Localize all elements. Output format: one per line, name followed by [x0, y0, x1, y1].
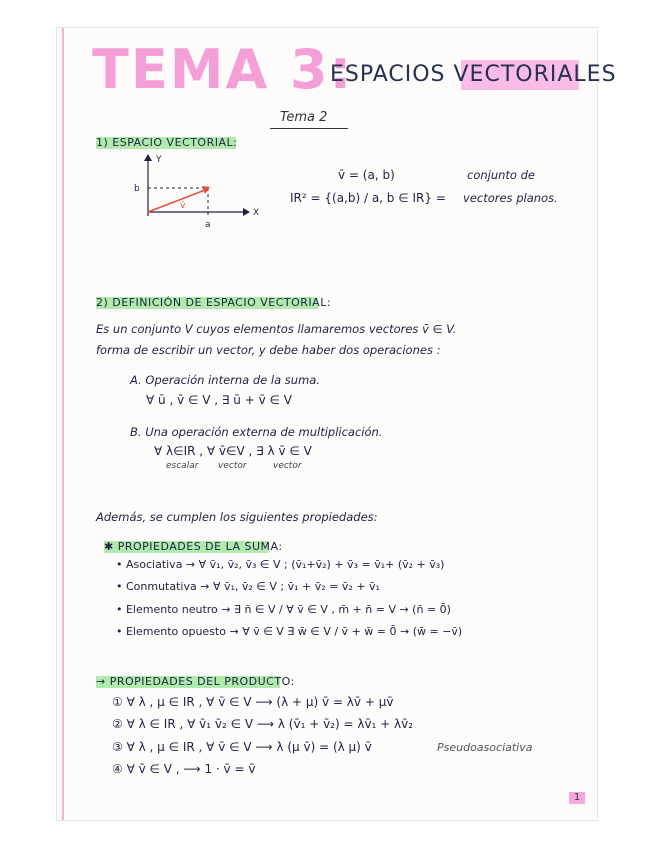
under-vector-2: vector	[273, 461, 302, 471]
section1-heading: 1) ESPACIO VECTORIAL:	[96, 136, 238, 149]
operation-a-label: A. Operación interna de la suma.	[130, 373, 320, 387]
producto-item-1: ① ∀ λ , μ ∈ IR , ∀ v̄ ∈ V ⟶ (λ + μ) v̄ = λv̄ + μv̄	[112, 695, 394, 709]
subtitle-part-b: TORIALES	[500, 62, 617, 87]
eq-vector-note: conjunto de	[467, 168, 535, 182]
vector-label: v̄	[180, 201, 186, 211]
under-escalar: escalar	[166, 461, 199, 471]
b-label: b	[134, 184, 140, 194]
x-axis-arrow	[243, 208, 250, 216]
subtitle-part-a: ESPACIOS VEC	[330, 62, 501, 87]
eq-r2-note: vectores planos.	[463, 191, 558, 205]
pseudoasociativa-note: Pseudoasociativa	[437, 741, 533, 754]
tema-underline	[270, 128, 348, 129]
ademas-text: Además, se cumplen los siguientes propiedades:	[96, 510, 378, 524]
page-number: 1	[569, 792, 585, 804]
section2-heading: 2) DEFINICIÓN DE ESPACIO VECTORIAL:	[96, 296, 332, 309]
producto-heading: → PROPIEDADES DEL PRODUCTO:	[96, 675, 295, 688]
margin-line	[62, 28, 64, 820]
y-label: Y	[156, 155, 162, 165]
operation-a-math: ∀ ū , v̄ ∈ V , ∃ ū + v̄ ∈ V	[146, 393, 292, 407]
definition-line-2: forma de escribir un vector, y debe haber dos operaciones :	[96, 343, 441, 357]
producto-item-2: ② ∀ λ ∈ IR , ∀ v̄₁ v̄₂ ∈ V ⟶ λ (v̄₁ + v̄₂) = λv̄₁ + λv̄₂	[112, 717, 414, 731]
producto-item-3: ③ ∀ λ , μ ∈ IR , ∀ v̄ ∈ V ⟶ λ (μ v̄) = (λ μ) v̄	[112, 740, 372, 754]
page-subtitle	[330, 62, 617, 87]
under-vector-1: vector	[218, 461, 247, 471]
a-label: a	[205, 220, 211, 230]
y-axis-arrow	[144, 154, 152, 161]
operation-b-math: ∀ λ∈IR , ∀ v̄∈V , ∃ λ v̄ ∈ V	[154, 444, 312, 458]
eq-vector: v̄ = (a, b)	[338, 168, 395, 182]
page-title: TEMA 3:	[92, 38, 354, 101]
eq-r2: IR² = {(a,b) / a, b ∈ IR} =	[290, 191, 446, 205]
suma-conmutativa: • Conmutativa → ∀ v̄₁, v̄₂ ∈ V ; v̄₁ + v̄₂ = v̄₂ + v̄₁	[116, 580, 380, 593]
vector-line	[148, 190, 205, 212]
suma-opuesto: • Elemento opuesto → ∀ v̄ ∈ V ∃ w̄ ∈ V / v̄ + w̄ = 0̄ → (w̄ = −v̄)	[116, 625, 463, 638]
operation-b-label: B. Una operación externa de multiplicación.	[130, 425, 383, 439]
x-label: X	[253, 208, 260, 218]
definition-line-1: Es un conjunto V cuyos elementos llamaremos vectores v̄ ∈ V.	[96, 322, 457, 336]
suma-asociativa: • Asociativa → ∀ v̄₁, v̄₂, v̄₃ ∈ V ; (v̄₁+v̄₂) + v̄₃ = v̄₁+ (v̄₂ + v̄₃)	[116, 558, 445, 571]
vector-diagram	[128, 152, 268, 230]
suma-neutro: • Elemento neutro → ∃ n̄ ∈ V / ∀ v̄ ∈ V , m̄ + n̄ = V → (n̄ = 0̄)	[116, 603, 451, 616]
tema-label: Tema 2	[280, 110, 328, 125]
producto-item-4: ④ ∀ v̄ ∈ V , ⟶ 1 · v̄ = v̄	[112, 762, 256, 776]
suma-heading: ✱ PROPIEDADES DE LA SUMA:	[104, 540, 283, 553]
